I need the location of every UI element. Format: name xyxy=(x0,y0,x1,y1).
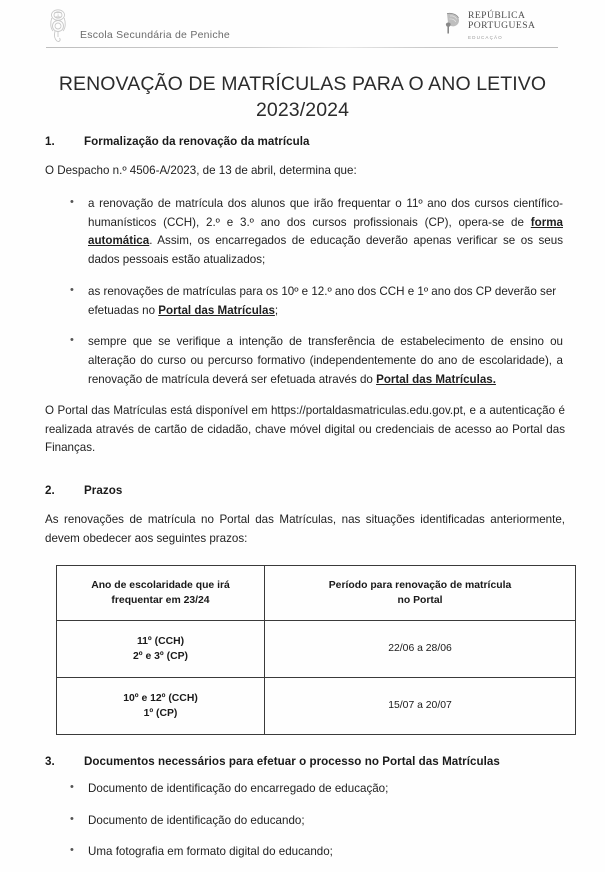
page-title xyxy=(45,72,560,124)
section-1-closing-paragraph: O Portal das Matrículas está disponível em https://portaldasmatriculas.edu.gov.pt, e a autenticação é realizada através de cartão de cidadão, chave móvel digital ou credenciais de acesso ao Portal das Finanças. xyxy=(45,403,565,455)
section-2-intro: As renovações de matrícula no Portal das Matrículas, nas situações identificadas anteriormente, devem obedecer aos seguintes prazos: xyxy=(45,513,565,545)
bullet-2-text-a: as renovações de matrículas para os 10º e 12.º ano dos CCH e 1º ano dos CP deverão ser efetuadas no xyxy=(88,284,557,317)
page-title-line-2: 2023/2024 xyxy=(255,98,350,121)
list-item xyxy=(0,283,605,321)
bullet-2-underlined-term: Portal das Matrículas xyxy=(158,303,275,317)
document-header xyxy=(0,0,605,56)
school-branding xyxy=(45,6,230,44)
bullet-2-text-b: ; xyxy=(274,303,279,317)
bullet-1-text-b: . Assim, os encarregados de educação deverão apenas verificar se os seus dados pessoais estão atualizados; xyxy=(88,234,563,267)
table-cell-ano xyxy=(57,620,265,677)
section-3-label: Documentos necessários para efetuar o processo no Portal das Matrículas xyxy=(84,754,500,768)
republica-line-1: REPÚBLICA xyxy=(468,10,526,21)
prazos-table-wrapper xyxy=(56,565,549,735)
table-row xyxy=(57,677,576,734)
republica-portuguesa-text xyxy=(468,11,535,41)
school-seal-icon xyxy=(45,6,71,44)
table-cell-ano-line-2: 2º e 3º (CP) xyxy=(133,650,188,662)
table-cell-periodo: 22/06 a 28/06 xyxy=(265,620,576,677)
page-title-line-1: RENOVAÇÃO DE MATRÍCULAS PARA O ANO LETIVO xyxy=(58,73,547,95)
portugal-shield-icon xyxy=(444,12,461,35)
table-cell-ano-line-2: 1º (CP) xyxy=(143,707,178,719)
svg-text:A: A xyxy=(56,12,60,18)
bullet-3-underlined-term: Portal das Matrículas. xyxy=(376,373,496,387)
list-item xyxy=(0,195,605,270)
section-1-number: 1. xyxy=(45,135,55,148)
bullet-1-underlined-term: forma automática xyxy=(88,215,563,248)
table-header-periodo-line-2: no Portal xyxy=(397,594,443,606)
section-2-number: 2. xyxy=(45,484,55,498)
table-row xyxy=(57,620,576,677)
section-1-bullet-list xyxy=(0,195,605,390)
table-header-periodo xyxy=(265,565,576,620)
bullet-3-text-a: sempre que se verifique a intenção de transferência de estabelecimento de ensino ou alteração do curso ou percurso formativo (independentemente do ano de escolaridade), a renovação de matrícula deverá ser efetuada através do xyxy=(88,335,563,387)
table-cell-periodo: 15/07 a 20/07 xyxy=(265,677,576,734)
table-cell-ano-line-1: 11º (CCH) xyxy=(136,635,185,647)
section-1-intro: O Despacho n.º 4506-A/2023, de 13 de abril, determina que: xyxy=(45,164,357,177)
section-3-bullet-list xyxy=(0,780,605,862)
list-item: • Uma fotografia em formato digital do educando; xyxy=(0,843,605,862)
republica-subtitle: EDUCAÇÃO xyxy=(468,34,503,40)
prazos-table xyxy=(56,565,576,735)
table-header-ano-escolaridade xyxy=(57,565,265,620)
section-2-label: Prazos xyxy=(84,484,123,498)
document-body xyxy=(0,135,605,862)
section-1-label: Formalização da renovação da matrícula xyxy=(84,135,310,148)
table-cell-ano-line-1: 10º e 12º (CCH) xyxy=(123,692,198,704)
republica-portuguesa-branding xyxy=(444,11,535,41)
table-header-row xyxy=(57,565,576,620)
list-item: • Documento de identificação do encarregado de educação; xyxy=(0,780,605,799)
table-header-periodo-line-1: Período para renovação de matrícula xyxy=(328,579,512,591)
bullet-1-text-a: a renovação de matrícula dos alunos que irão frequentar o 11º ano dos cursos científico-humanísticos (CCH), 2.º e 3.º ano dos cursos profissionais (CP), opera-se de xyxy=(88,196,563,229)
school-name: Escola Secundária de Peniche xyxy=(80,29,231,41)
table-header-ano-line-1: Ano de escolaridade que irá xyxy=(91,579,230,591)
section-2-heading xyxy=(45,484,605,497)
section-1-heading xyxy=(45,135,605,148)
section-3-heading xyxy=(45,755,605,768)
table-cell-ano xyxy=(57,677,265,734)
republica-line-2: PORTUGUESA xyxy=(468,19,536,31)
list-item: • Documento de identificação do educando; xyxy=(0,812,605,831)
header-divider xyxy=(46,47,558,48)
section-3-number: 3. xyxy=(45,754,55,768)
table-header-ano-line-2: frequentar em 23/24 xyxy=(111,594,210,606)
list-item xyxy=(0,333,605,389)
